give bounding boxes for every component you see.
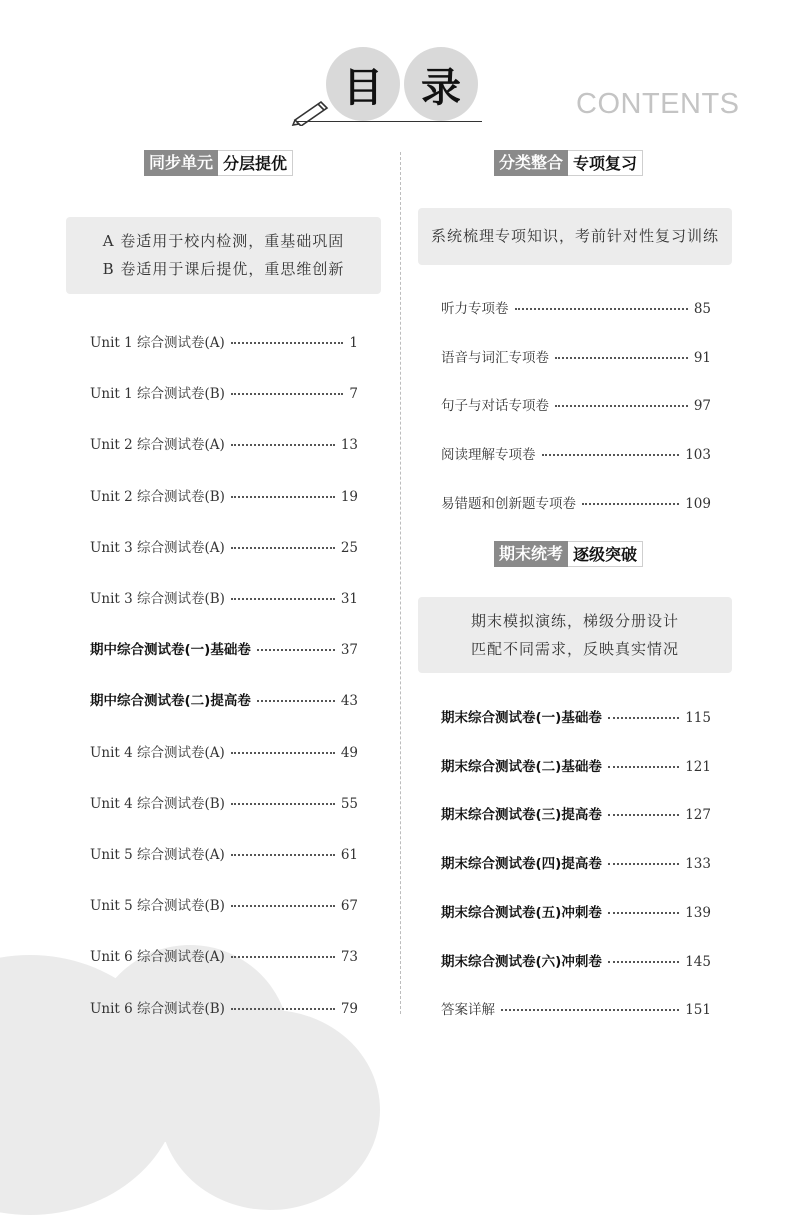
note-line: B 卷适用于课后提优，重思维创新 <box>102 260 345 278</box>
toc-entry-title: 阅读理解专项卷 <box>441 447 536 464</box>
toc-entry[interactable] <box>90 587 358 607</box>
toc-entry[interactable] <box>441 492 711 512</box>
toc-entry-title: Unit 4 综合测试卷(A) <box>90 744 225 761</box>
toc-entry-title: 句子与对话专项卷 <box>441 398 549 415</box>
toc-leader-dots <box>555 405 688 407</box>
toc-leader-dots <box>608 912 679 914</box>
toc-leader-dots <box>515 308 688 310</box>
toc-entry-title: 易错题和创新题专项卷 <box>441 495 576 512</box>
toc-entry-page: 139 <box>685 904 711 921</box>
toc-entry[interactable] <box>90 792 358 812</box>
toc-entry-title: Unit 6 综合测试卷(A) <box>90 949 225 966</box>
toc-entry[interactable] <box>90 894 358 914</box>
toc-entry-page: 13 <box>340 437 358 454</box>
toc-entry-page: 121 <box>685 758 711 775</box>
toc-leader-dots <box>501 1009 679 1011</box>
toc-entry-title: Unit 5 综合测试卷(A) <box>90 847 225 863</box>
toc-entry-page: 55 <box>340 795 358 812</box>
toc-entry[interactable] <box>90 536 358 556</box>
title-char-2: 录 <box>404 47 478 121</box>
toc-entry-title: 期末综合测试卷(三)提高卷 <box>441 807 602 824</box>
toc-leader-dots <box>231 342 344 344</box>
toc-entry-page: 85 <box>693 301 711 317</box>
toc-leader-dots <box>231 905 335 907</box>
toc-entry-page: 109 <box>685 495 711 512</box>
contents-label: CONTENTS <box>576 88 740 120</box>
toc-entry-page: 73 <box>340 949 358 966</box>
toc-entry-title: 期末综合测试卷(五)冲刺卷 <box>441 904 602 921</box>
toc-entry-title: Unit 3 综合测试卷(A) <box>90 539 225 556</box>
decorative-cloud <box>160 1010 380 1210</box>
toc-leader-dots <box>231 803 335 805</box>
toc-leader-dots <box>231 956 335 958</box>
toc-entry-title: Unit 3 综合测试卷(B) <box>90 591 225 607</box>
toc-entry[interactable] <box>90 638 358 658</box>
toc-entry-page: 133 <box>685 856 711 873</box>
section-label-light: 逐级突破 <box>568 541 643 567</box>
toc-entry-page: 61 <box>340 847 358 863</box>
toc-entry[interactable] <box>441 803 711 823</box>
section-label-dark: 同步单元 <box>144 150 218 176</box>
section-header-sync <box>144 150 293 176</box>
toc-entry[interactable] <box>441 755 711 775</box>
toc-leader-dots <box>231 598 335 600</box>
toc-entry-title: Unit 2 综合测试卷(A) <box>90 437 225 454</box>
toc-entry-title: Unit 1 综合测试卷(A) <box>90 335 225 351</box>
toc-entry-page: 1 <box>349 335 358 351</box>
toc-leader-dots <box>231 393 343 395</box>
toc-entry-title: Unit 2 综合测试卷(B) <box>90 488 225 505</box>
toc-entry[interactable] <box>90 997 358 1017</box>
toc-entry[interactable] <box>441 394 711 414</box>
toc-entry-page: 37 <box>340 642 358 659</box>
toc-entry-page: 31 <box>340 591 358 607</box>
toc-leader-dots <box>555 357 688 359</box>
section-header-final <box>494 541 643 567</box>
toc-entry-page: 43 <box>340 693 358 710</box>
toc-entry[interactable] <box>90 485 358 505</box>
section-label-dark: 分类整合 <box>494 150 568 176</box>
toc-entry[interactable] <box>90 945 358 965</box>
toc-entry[interactable] <box>441 443 711 463</box>
toc-entry-page: 115 <box>685 710 711 726</box>
note-line: 匹配不同需求，反映真实情况 <box>470 640 679 658</box>
toc-entry[interactable] <box>90 689 358 709</box>
toc-leader-dots <box>231 854 335 856</box>
toc-entry-page: 7 <box>349 386 358 403</box>
toc-entry[interactable] <box>90 741 358 761</box>
toc-entry-title: 期末综合测试卷(六)冲刺卷 <box>441 953 602 970</box>
toc-entry-page: 49 <box>340 744 358 761</box>
toc-entry-page: 151 <box>685 1002 711 1019</box>
title-underline <box>296 121 482 122</box>
toc-leader-dots <box>608 961 679 963</box>
toc-entry-page: 145 <box>685 953 711 970</box>
toc-entry[interactable] <box>441 346 711 366</box>
section-label-dark: 期末统考 <box>494 541 568 567</box>
section-label-light: 分层提优 <box>218 150 293 176</box>
toc-entry[interactable] <box>441 998 711 1018</box>
toc-entry-title: 期末综合测试卷(一)基础卷 <box>441 710 602 726</box>
toc-entry[interactable] <box>441 901 711 921</box>
toc-leader-dots <box>608 717 679 719</box>
section-note-sync <box>66 217 381 294</box>
toc-entry[interactable] <box>441 950 711 970</box>
toc-entry-page: 67 <box>340 898 358 915</box>
toc-leader-dots <box>542 454 680 456</box>
toc-entry[interactable] <box>90 843 358 863</box>
toc-leader-dots <box>231 1008 335 1010</box>
toc-entry-title: 答案详解 <box>441 1002 495 1019</box>
toc-entry[interactable] <box>90 382 358 402</box>
section-note-final <box>418 597 732 673</box>
section-header-special <box>494 150 643 176</box>
toc-entry-title: 期中综合测试卷(一)基础卷 <box>90 642 251 659</box>
toc-entry-title: 期中综合测试卷(二)提高卷 <box>90 693 251 710</box>
toc-entry-title: Unit 6 综合测试卷(B) <box>90 1000 225 1017</box>
toc-entry-title: Unit 1 综合测试卷(B) <box>90 386 225 403</box>
toc-entry[interactable] <box>90 433 358 453</box>
toc-entry[interactable] <box>441 706 711 726</box>
toc-leader-dots <box>608 814 679 816</box>
toc-leader-dots <box>257 700 335 702</box>
section-note-special <box>418 208 732 265</box>
toc-leader-dots <box>257 649 335 651</box>
toc-entry[interactable] <box>90 331 358 351</box>
toc-leader-dots <box>231 444 335 446</box>
toc-entry-page: 25 <box>340 539 358 556</box>
toc-entry-page: 79 <box>340 1000 358 1017</box>
toc-entry-title: 期末综合测试卷(四)提高卷 <box>441 856 602 873</box>
note-line: A 卷适用于校内检测，重基础巩固 <box>102 232 345 250</box>
toc-entry-title: 听力专项卷 <box>441 301 509 317</box>
toc-entry-title: 语音与词汇专项卷 <box>441 349 549 366</box>
toc-leader-dots <box>582 503 679 505</box>
toc-entry-title: Unit 5 综合测试卷(B) <box>90 898 225 915</box>
toc-entry-title: 期末综合测试卷(二)基础卷 <box>441 758 602 775</box>
toc-entry-page: 127 <box>685 807 711 824</box>
toc-entry[interactable] <box>441 297 711 317</box>
toc-entry-page: 91 <box>693 349 711 366</box>
note-line: 期末模拟演练，梯级分册设计 <box>470 612 679 630</box>
section-label-light: 专项复习 <box>568 150 643 176</box>
toc-entry-page: 19 <box>340 488 358 505</box>
toc-leader-dots <box>231 496 335 498</box>
toc-entry-page: 103 <box>685 447 711 464</box>
toc-leader-dots <box>608 863 679 865</box>
toc-entry-title: Unit 4 综合测试卷(B) <box>90 795 225 812</box>
column-divider <box>400 152 401 1014</box>
toc-leader-dots <box>608 766 679 768</box>
toc-entry[interactable] <box>441 852 711 872</box>
note-line: 系统梳理专项知识，考前针对性复习训练 <box>430 227 719 245</box>
toc-leader-dots <box>231 547 335 549</box>
toc-entry-page: 97 <box>693 398 711 415</box>
toc-leader-dots <box>231 752 335 754</box>
title-char-1: 目 <box>326 47 400 121</box>
